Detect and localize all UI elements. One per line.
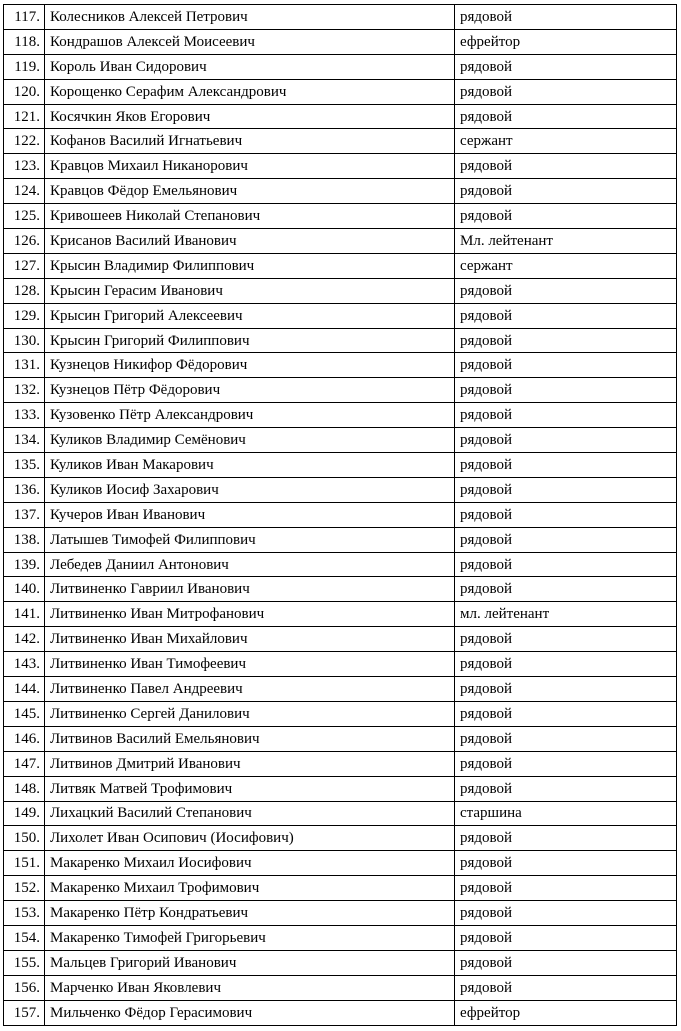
table-row [4, 677, 677, 702]
full-name-cell: Литвиненко Иван Михайлович [45, 627, 455, 652]
table-row [4, 652, 677, 677]
full-name-cell: Колесников Алексей Петрович [45, 5, 455, 30]
full-name-cell: Кондрашов Алексей Моисеевич [45, 29, 455, 54]
row-number-cell: 128. [4, 278, 45, 303]
table-row [4, 502, 677, 527]
row-number-cell: 151. [4, 851, 45, 876]
full-name-cell: Кравцов Михаил Никанорович [45, 154, 455, 179]
rank-cell: рядовой [455, 701, 677, 726]
table-body [4, 5, 677, 1026]
full-name-cell: Куликов Иван Макарович [45, 453, 455, 478]
table-row [4, 453, 677, 478]
rank-cell: рядовой [455, 677, 677, 702]
row-number-cell: 145. [4, 701, 45, 726]
full-name-cell: Лебедев Даниил Антонович [45, 552, 455, 577]
full-name-cell: Крысин Григорий Алексеевич [45, 303, 455, 328]
rank-cell: рядовой [455, 901, 677, 926]
full-name-cell: Литвиненко Гавриил Иванович [45, 577, 455, 602]
table-row [4, 901, 677, 926]
full-name-cell: Кучеров Иван Иванович [45, 502, 455, 527]
rank-cell: Мл. лейтенант [455, 229, 677, 254]
rank-cell: рядовой [455, 328, 677, 353]
rank-cell: рядовой [455, 726, 677, 751]
table-row [4, 726, 677, 751]
row-number-cell: 132. [4, 378, 45, 403]
table-row [4, 527, 677, 552]
row-number-cell: 131. [4, 353, 45, 378]
row-number-cell: 135. [4, 453, 45, 478]
full-name-cell: Макаренко Михаил Иосифович [45, 851, 455, 876]
rank-cell: рядовой [455, 776, 677, 801]
row-number-cell: 117. [4, 5, 45, 30]
rank-cell: рядовой [455, 403, 677, 428]
table-row [4, 303, 677, 328]
table-row [4, 851, 677, 876]
full-name-cell: Литвиненко Иван Митрофанович [45, 602, 455, 627]
rank-cell: рядовой [455, 876, 677, 901]
rank-cell: рядовой [455, 278, 677, 303]
full-name-cell: Мальцев Григорий Иванович [45, 950, 455, 975]
row-number-cell: 146. [4, 726, 45, 751]
full-name-cell: Куликов Владимир Семёнович [45, 428, 455, 453]
row-number-cell: 154. [4, 925, 45, 950]
rank-cell: рядовой [455, 751, 677, 776]
row-number-cell: 148. [4, 776, 45, 801]
row-number-cell: 152. [4, 876, 45, 901]
row-number-cell: 127. [4, 253, 45, 278]
row-number-cell: 126. [4, 229, 45, 254]
full-name-cell: Косячкин Яков Егорович [45, 104, 455, 129]
full-name-cell: Крысин Григорий Филиппович [45, 328, 455, 353]
full-name-cell: Литвиненко Иван Тимофеевич [45, 652, 455, 677]
full-name-cell: Латышев Тимофей Филиппович [45, 527, 455, 552]
rank-cell: рядовой [455, 477, 677, 502]
table-row [4, 253, 677, 278]
full-name-cell: Мильченко Фёдор Герасимович [45, 1000, 455, 1025]
row-number-cell: 153. [4, 901, 45, 926]
table-row [4, 776, 677, 801]
row-number-cell: 142. [4, 627, 45, 652]
rank-cell: рядовой [455, 154, 677, 179]
row-number-cell: 157. [4, 1000, 45, 1025]
table-row [4, 378, 677, 403]
full-name-cell: Литвинов Василий Емельянович [45, 726, 455, 751]
rank-cell: рядовой [455, 5, 677, 30]
row-number-cell: 120. [4, 79, 45, 104]
full-name-cell: Куликов Иосиф Захарович [45, 477, 455, 502]
rank-cell: рядовой [455, 79, 677, 104]
full-name-cell: Лихолет Иван Осипович (Иосифович) [45, 826, 455, 851]
table-row [4, 477, 677, 502]
full-name-cell: Крисанов Василий Иванович [45, 229, 455, 254]
table-row [4, 328, 677, 353]
row-number-cell: 133. [4, 403, 45, 428]
row-number-cell: 125. [4, 204, 45, 229]
full-name-cell: Корощенко Серафим Александрович [45, 79, 455, 104]
rank-cell: рядовой [455, 353, 677, 378]
row-number-cell: 124. [4, 179, 45, 204]
table-row [4, 29, 677, 54]
row-number-cell: 140. [4, 577, 45, 602]
rank-cell: рядовой [455, 652, 677, 677]
row-number-cell: 122. [4, 129, 45, 154]
row-number-cell: 119. [4, 54, 45, 79]
table-row [4, 826, 677, 851]
table-row [4, 154, 677, 179]
rank-cell: ефрейтор [455, 1000, 677, 1025]
row-number-cell: 136. [4, 477, 45, 502]
full-name-cell: Литвинов Дмитрий Иванович [45, 751, 455, 776]
row-number-cell: 143. [4, 652, 45, 677]
full-name-cell: Крысин Герасим Иванович [45, 278, 455, 303]
table-row [4, 801, 677, 826]
row-number-cell: 147. [4, 751, 45, 776]
row-number-cell: 144. [4, 677, 45, 702]
rank-cell: рядовой [455, 303, 677, 328]
full-name-cell: Макаренко Тимофей Григорьевич [45, 925, 455, 950]
row-number-cell: 134. [4, 428, 45, 453]
rank-cell: рядовой [455, 104, 677, 129]
table-row [4, 54, 677, 79]
row-number-cell: 121. [4, 104, 45, 129]
rank-cell: рядовой [455, 577, 677, 602]
full-name-cell: Макаренко Пётр Кондратьевич [45, 901, 455, 926]
table-row [4, 403, 677, 428]
rank-cell: рядовой [455, 453, 677, 478]
row-number-cell: 129. [4, 303, 45, 328]
full-name-cell: Кузнецов Пётр Фёдорович [45, 378, 455, 403]
table-row [4, 602, 677, 627]
row-number-cell: 139. [4, 552, 45, 577]
rank-cell: рядовой [455, 204, 677, 229]
table-row [4, 129, 677, 154]
rank-cell: рядовой [455, 552, 677, 577]
full-name-cell: Литвиненко Сергей Данилович [45, 701, 455, 726]
full-name-cell: Король Иван Сидорович [45, 54, 455, 79]
rank-cell: старшина [455, 801, 677, 826]
row-number-cell: 149. [4, 801, 45, 826]
full-name-cell: Литвяк Матвей Трофимович [45, 776, 455, 801]
table-row [4, 552, 677, 577]
table-row [4, 104, 677, 129]
row-number-cell: 156. [4, 975, 45, 1000]
rank-cell: сержант [455, 253, 677, 278]
table-row [4, 428, 677, 453]
rank-cell: ефрейтор [455, 29, 677, 54]
table-row [4, 751, 677, 776]
rank-cell: рядовой [455, 851, 677, 876]
row-number-cell: 137. [4, 502, 45, 527]
table-row [4, 876, 677, 901]
table-row [4, 975, 677, 1000]
table-row [4, 1000, 677, 1025]
row-number-cell: 138. [4, 527, 45, 552]
rank-cell: рядовой [455, 975, 677, 1000]
rank-cell: рядовой [455, 54, 677, 79]
full-name-cell: Кузовенко Пётр Александрович [45, 403, 455, 428]
table-row [4, 925, 677, 950]
rank-cell: рядовой [455, 527, 677, 552]
row-number-cell: 123. [4, 154, 45, 179]
row-number-cell: 130. [4, 328, 45, 353]
row-number-cell: 141. [4, 602, 45, 627]
rank-cell: рядовой [455, 502, 677, 527]
rank-cell: рядовой [455, 179, 677, 204]
table-row [4, 79, 677, 104]
table-row [4, 204, 677, 229]
full-name-cell: Кривошеев Николай Степанович [45, 204, 455, 229]
table-row [4, 179, 677, 204]
rank-cell: мл. лейтенант [455, 602, 677, 627]
row-number-cell: 155. [4, 950, 45, 975]
table-row [4, 950, 677, 975]
table-row [4, 5, 677, 30]
table-row [4, 229, 677, 254]
rank-cell: рядовой [455, 950, 677, 975]
table-row [4, 353, 677, 378]
table-row [4, 701, 677, 726]
row-number-cell: 118. [4, 29, 45, 54]
table-row [4, 577, 677, 602]
full-name-cell: Кузнецов Никифор Фёдорович [45, 353, 455, 378]
rank-cell: рядовой [455, 925, 677, 950]
rank-cell: рядовой [455, 378, 677, 403]
rank-cell: рядовой [455, 428, 677, 453]
rank-cell: рядовой [455, 627, 677, 652]
rank-cell: сержант [455, 129, 677, 154]
full-name-cell: Кравцов Фёдор Емельянович [45, 179, 455, 204]
table-row [4, 627, 677, 652]
full-name-cell: Макаренко Михаил Трофимович [45, 876, 455, 901]
rank-cell: рядовой [455, 826, 677, 851]
full-name-cell: Марченко Иван Яковлевич [45, 975, 455, 1000]
personnel-table [3, 4, 677, 1026]
full-name-cell: Лихацкий Василий Степанович [45, 801, 455, 826]
full-name-cell: Кофанов Василий Игнатьевич [45, 129, 455, 154]
row-number-cell: 150. [4, 826, 45, 851]
full-name-cell: Крысин Владимир Филиппович [45, 253, 455, 278]
full-name-cell: Литвиненко Павел Андреевич [45, 677, 455, 702]
table-row [4, 278, 677, 303]
